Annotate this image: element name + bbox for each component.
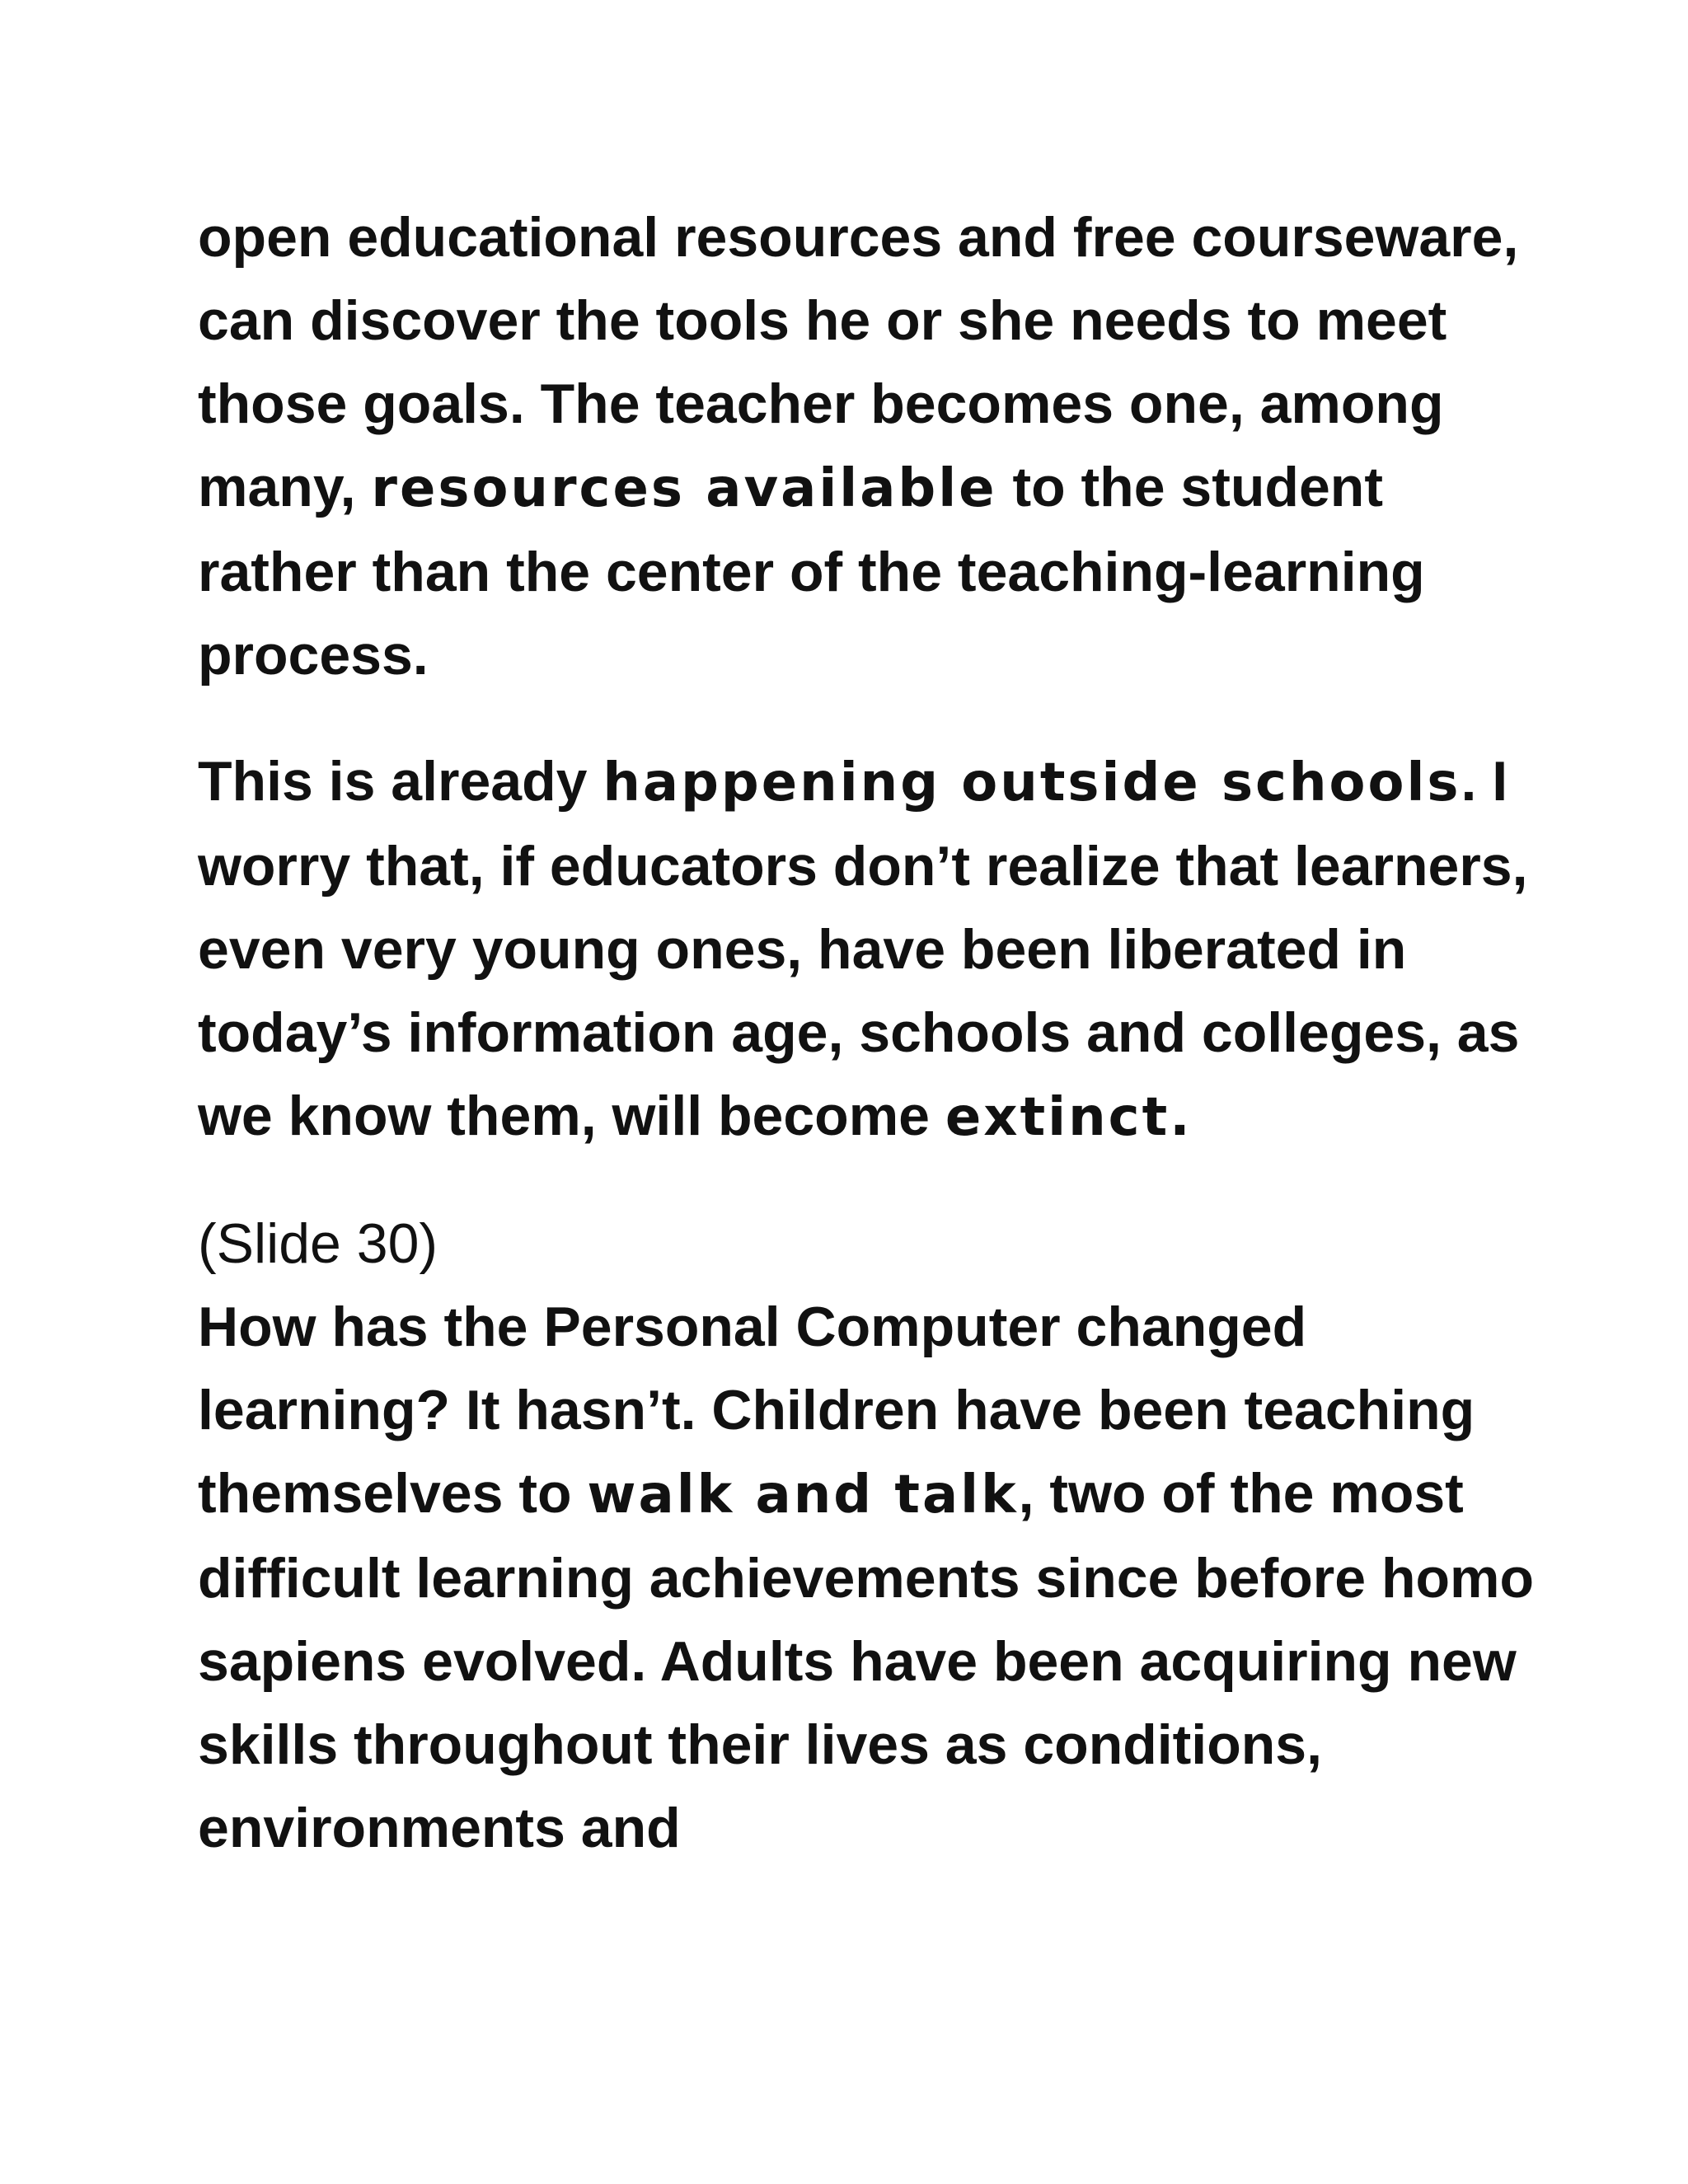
- text-segment: to the student rather than the center of the teaching-learning process.: [198, 456, 1425, 687]
- slide-reference: (Slide 30): [198, 1212, 438, 1275]
- text-segment: How has the Personal Computer changed learning? It hasn’t. Children have been teaching themselves to: [198, 1296, 1475, 1525]
- paragraph-resources: [198, 196, 1550, 697]
- emphasized-phrase: happening outside schools: [603, 752, 1461, 813]
- text-segment: , two of the most difficult learning achievements since before homo sapiens evolved. Adults have been acquiring new skills throughout their lives as conditions, environments and: [198, 1462, 1535, 1859]
- text-segment: open educational resources and free courseware, can discover the tools he or she needs to meet those goals. The teacher becomes one, among many,: [198, 206, 1519, 518]
- text-segment: This is already: [198, 750, 603, 813]
- paragraph-personal-computer: [198, 1286, 1550, 1870]
- paragraph-outside-schools: [198, 740, 1550, 1160]
- body-text: [198, 196, 1550, 1870]
- emphasized-phrase: resources available: [371, 458, 997, 519]
- text-segment: . I worry that, if educators don’t realize that learners, even very young ones, have been liberated in today’s information age, schools and colleges, as we know them, will become: [198, 750, 1528, 1147]
- emphasized-phrase: walk and talk: [587, 1465, 1019, 1526]
- emphasized-phrase: extinct.: [945, 1087, 1193, 1148]
